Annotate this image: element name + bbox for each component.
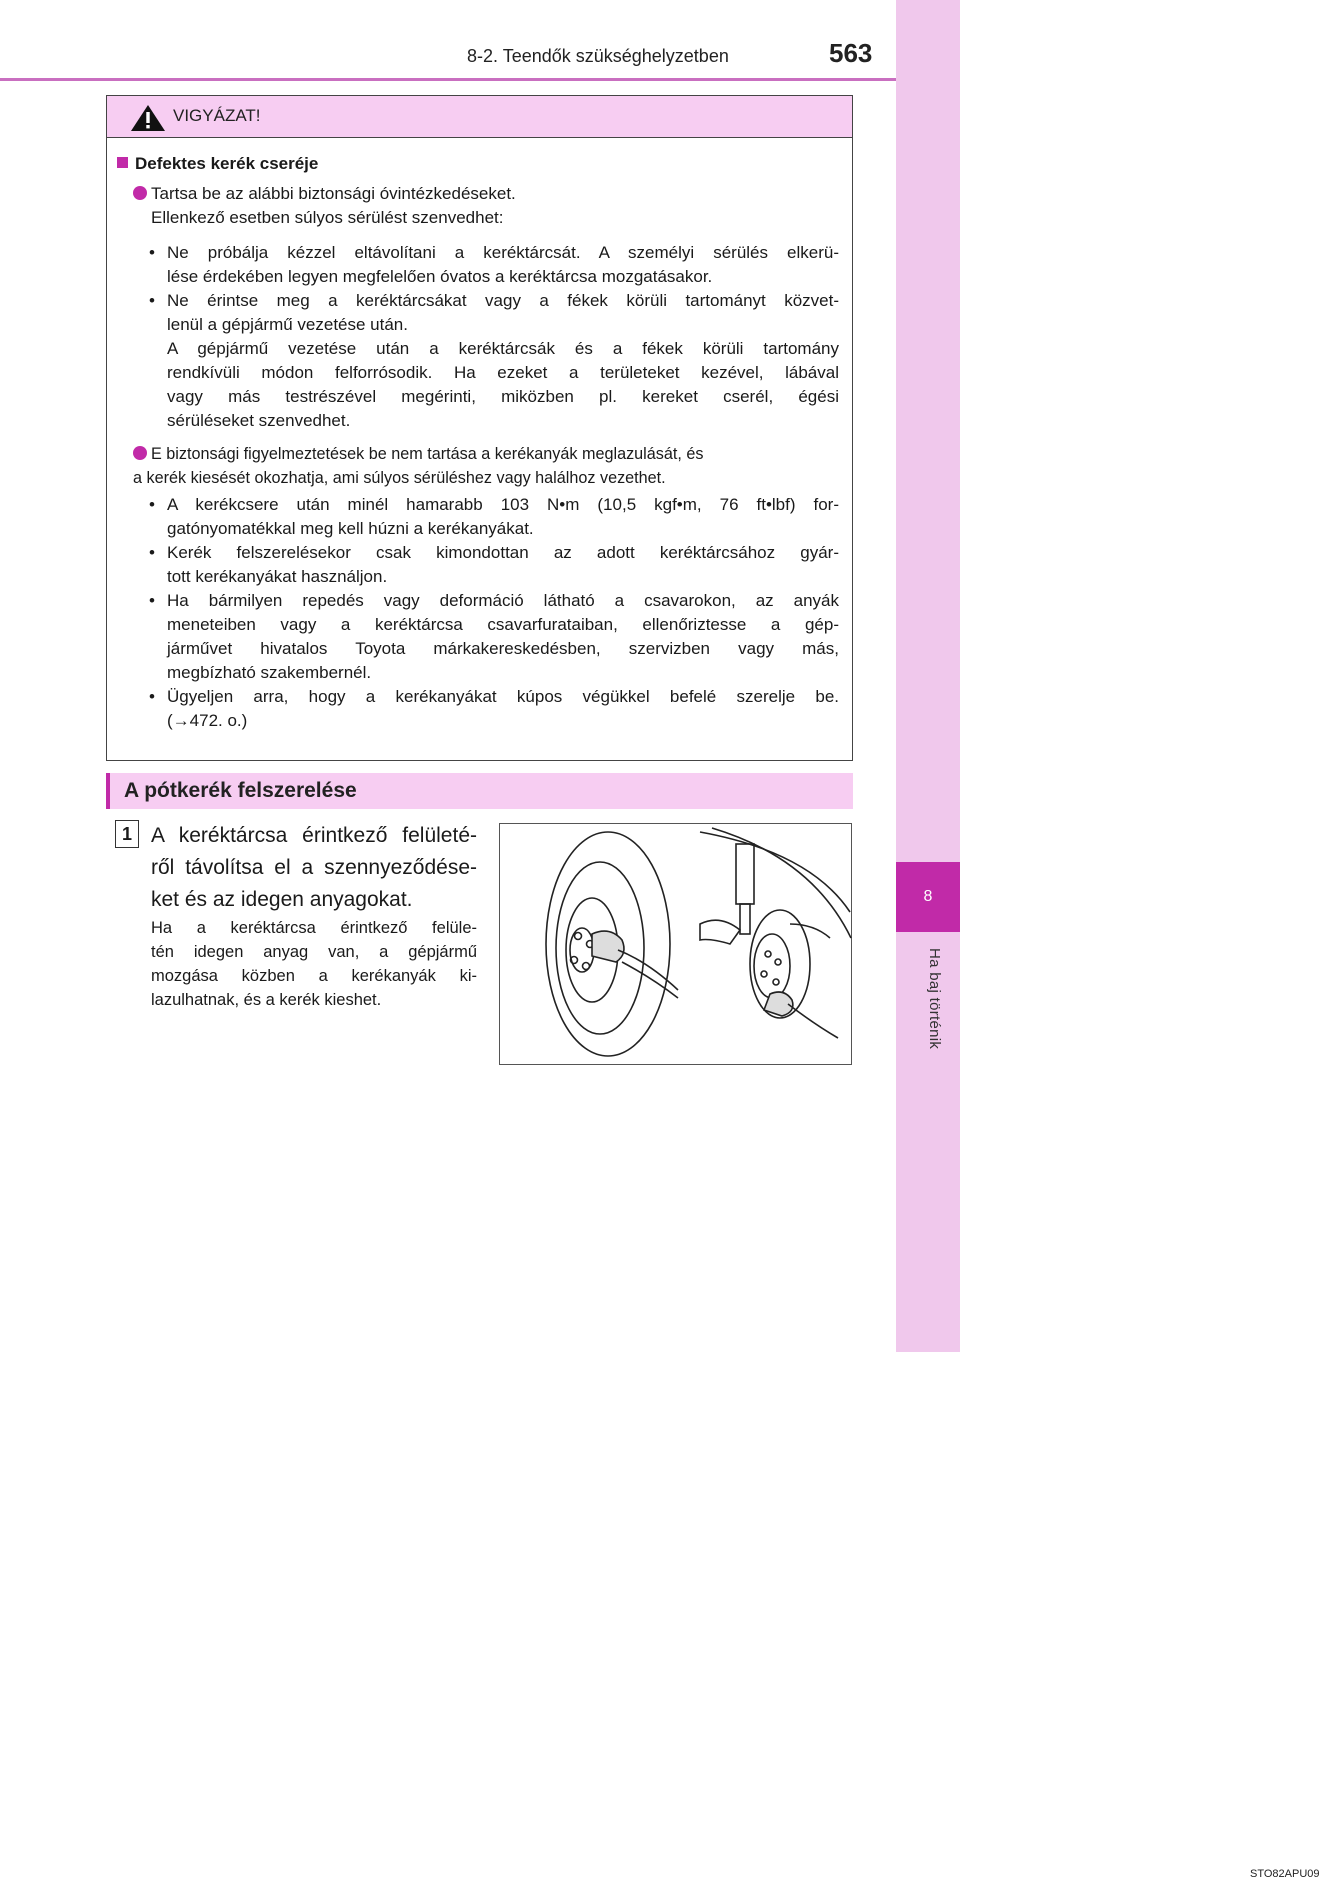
step-instruction — [151, 820, 477, 916]
text-line: A kerékcsere után minél hamarabb 103 N•m (10,5 kgf•m, 76 ft•lbf) for- — [167, 495, 839, 514]
bullet-mark: • — [149, 243, 155, 262]
warning-box — [106, 95, 853, 761]
text-line: vagy más testrészével megérinti, miközben pl. kereket cserél, égési — [167, 387, 839, 406]
bullet-item-1 — [149, 241, 839, 289]
warning-paragraph-2 — [133, 442, 851, 490]
text-line: A keréktárcsa érintkező felületé- — [151, 824, 477, 847]
text-line: sérüléseket szenvedhet. — [167, 411, 351, 430]
warning-subheading — [117, 154, 318, 174]
bullet-item-2 — [149, 289, 839, 433]
text-line: járművet hivatalos Toyota márkakereskedésben, szervizben vagy más, — [167, 639, 839, 658]
text-line: E biztonsági figyelmeztetések be nem tartása a kerékanyák meglazulását, és — [151, 445, 704, 463]
text-line: Tartsa be az alábbi biztonsági óvintézkedéseket. — [151, 184, 516, 203]
side-tab-background — [896, 0, 960, 862]
bullet-mark: • — [149, 543, 155, 562]
section-title: A pótkerék felszerelése — [124, 779, 357, 802]
text-line: mozgása közben a kerékanyák ki- — [151, 967, 477, 985]
bullet-mark: • — [149, 291, 155, 310]
circle-bullet-icon — [133, 186, 147, 200]
wheel-illustration-drawing — [500, 824, 851, 1064]
step-note — [151, 916, 477, 1012]
bullet-mark: • — [149, 591, 155, 610]
text-line: Ellenkező esetben súlyos sérülést szenvedhet: — [151, 208, 504, 227]
step-number: 1 — [115, 820, 139, 848]
text-line: lenül a gépjármű vezetése után. — [167, 315, 408, 334]
text-line: ről távolítsa el a szennyeződése- — [151, 856, 477, 879]
circle-bullet-icon — [133, 446, 147, 460]
text-line: rendkívüli módon felforrósodik. Ha ezeket a területeket kezével, lábával — [167, 363, 839, 382]
illustration-code: STO82APU09 — [1250, 1868, 1320, 1880]
bullet-item-6 — [149, 685, 839, 733]
bullet-item-4 — [149, 541, 839, 589]
text-line: lazulhatnak, és a kerék kieshet. — [151, 991, 382, 1009]
text-line: ket és az idegen anyagokat. — [151, 888, 413, 911]
warning-icon — [130, 104, 166, 132]
chapter-number: 8 — [923, 888, 933, 905]
text-line: meneteiben vagy a keréktárcsa csavarfurataiban, ellenőriztesse a gép- — [167, 615, 839, 634]
text-line: Ha a keréktárcsa érintkező felüle- — [151, 919, 477, 937]
page-reference-link[interactable]: (→472. o.) — [167, 711, 248, 730]
text-line: A gépjármű vezetése után a keréktárcsák és a fékek körüli tartomány — [167, 339, 839, 358]
text-line: megbízható szakembernél. — [167, 663, 372, 682]
text-line: a kerék kiesését okozhatja, ami súlyos sérüléshez vagy halálhoz vezethet. — [133, 469, 666, 487]
warning-header — [107, 96, 852, 138]
text-line: tén idegen anyag van, a gépjármű — [151, 943, 477, 961]
bullet-mark: • — [149, 495, 155, 514]
bullet-item-3 — [149, 493, 839, 541]
square-bullet-icon — [117, 157, 128, 168]
text-line: Ne próbálja kézzel eltávolítani a keréktárcsát. A személyi sérülés elkerü- — [167, 243, 839, 262]
section-header: 8-2. Teendők szükséghelyzetben — [467, 46, 729, 66]
bullet-item-5 — [149, 589, 839, 685]
text-line: Ügyeljen arra, hogy a kerékanyákat kúpos végükkel befelé szerelje be. — [167, 687, 839, 706]
warning-title: VIGYÁZAT! — [173, 106, 261, 125]
text-line: tott kerékanyákat használjon. — [167, 567, 388, 586]
header-divider — [0, 78, 896, 81]
text-line: Ha bármilyen repedés vagy deformáció látható a csavarokon, az anyák — [167, 591, 839, 610]
text-line: lése érdekében legyen megfelelően óvatos a keréktárcsa mozgatásakor. — [167, 267, 713, 286]
section-bar-accent — [106, 773, 110, 809]
subheading-text: Defektes kerék cseréje — [135, 154, 319, 173]
text-line: gatónyomatékkal meg kell húzni a kerékanyákat. — [167, 519, 534, 538]
chapter-number-tab[interactable] — [896, 862, 960, 932]
text-line: Kerék felszerelésekor csak kimondottan az adott keréktárcsához gyár- — [167, 543, 839, 562]
bullet-mark: • — [149, 687, 155, 706]
warning-paragraph-1 — [133, 182, 843, 230]
page-number: 563 — [829, 38, 873, 68]
text-line: Ne érintse meg a keréktárcsákat vagy a fékek körüli tartományt közvet- — [167, 291, 839, 310]
chapter-title: Ha baj történik — [926, 948, 943, 1050]
